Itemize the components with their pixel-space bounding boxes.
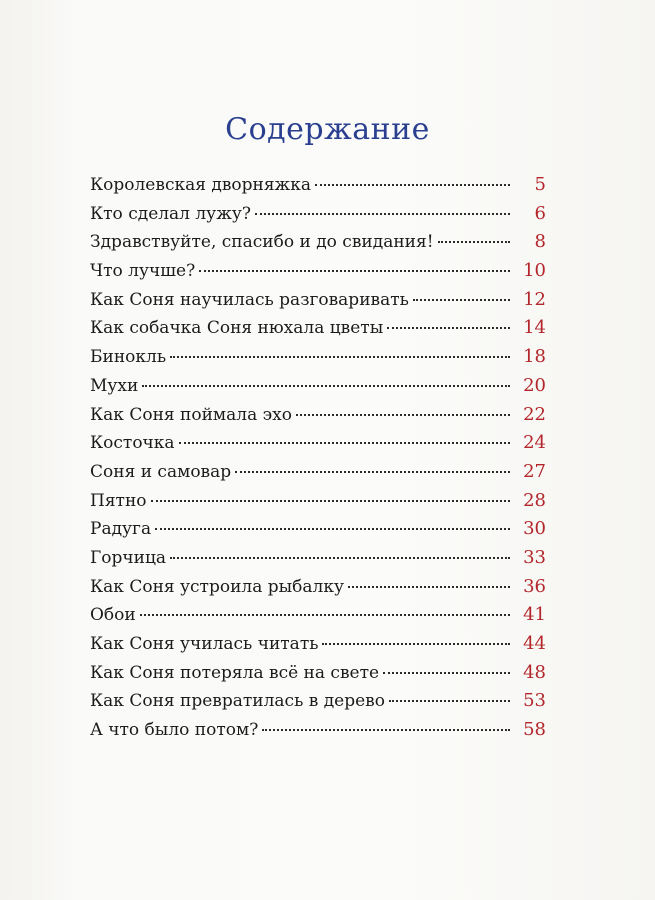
toc-entry-title: Бинокль xyxy=(90,347,167,368)
dot-leader xyxy=(348,586,510,588)
toc-entry-title: Горчица xyxy=(90,547,167,568)
toc-entry-page: 36 xyxy=(523,575,546,597)
toc-entry[interactable] xyxy=(90,231,546,260)
toc-entry-page: 6 xyxy=(534,202,546,224)
toc-entry-title: Как Соня училась читать xyxy=(90,634,319,654)
toc-entry-page: 8 xyxy=(534,231,546,253)
dot-leader xyxy=(170,356,510,358)
toc-entry-title: Что лучше? xyxy=(90,261,196,282)
toc-entry-page: 33 xyxy=(523,546,546,568)
toc-entry-title: Как собачка Соня нюхала цветы xyxy=(90,318,384,339)
toc-entry-page: 18 xyxy=(523,346,546,368)
dot-leader xyxy=(151,500,510,502)
toc-entry[interactable] xyxy=(90,604,546,633)
dot-leader xyxy=(142,385,510,387)
toc-entry[interactable] xyxy=(90,346,546,375)
toc-entry[interactable] xyxy=(90,518,546,547)
toc-entry[interactable] xyxy=(90,203,546,232)
dot-leader xyxy=(322,643,510,645)
toc-entry-title: Как Соня потеряла всё на свете xyxy=(90,662,380,683)
toc-entry[interactable] xyxy=(90,461,546,490)
toc-entry-title: Соня и самовар xyxy=(90,461,232,482)
toc-entry-page: 53 xyxy=(523,690,546,712)
toc-entry-title: Как Соня поймала эхо xyxy=(90,404,292,425)
toc-entry-title: Обои xyxy=(90,605,136,626)
toc-entry-page: 30 xyxy=(523,518,546,540)
toc-entry-title: Кто сделал лужу? xyxy=(90,203,251,224)
toc-entry-page: 48 xyxy=(523,661,546,683)
toc-entry-title: Как Соня устроила рыбалку xyxy=(90,576,344,597)
dot-leader xyxy=(155,528,510,530)
toc-entry-page: 41 xyxy=(523,604,546,626)
dot-leader xyxy=(170,557,510,559)
table-of-contents xyxy=(90,174,546,748)
toc-entry[interactable] xyxy=(90,404,546,433)
toc-entry-title: Косточка xyxy=(90,433,175,454)
dot-leader xyxy=(262,729,510,731)
toc-entry[interactable] xyxy=(90,375,546,404)
toc-entry-title: Пятно xyxy=(90,490,147,511)
toc-entry[interactable] xyxy=(90,317,546,346)
dot-leader xyxy=(387,327,510,329)
toc-entry-title: Как Соня превратилась в дерево xyxy=(90,691,385,712)
dot-leader xyxy=(315,184,510,186)
toc-entry[interactable] xyxy=(90,719,546,748)
toc-entry[interactable] xyxy=(90,576,546,605)
dot-leader xyxy=(179,442,510,444)
dot-leader xyxy=(296,414,510,416)
toc-entry-title: Королевская дворняжка xyxy=(90,175,311,195)
dot-leader xyxy=(199,270,510,272)
dot-leader xyxy=(255,213,510,215)
toc-entry-page: 22 xyxy=(523,403,546,425)
toc-entry[interactable] xyxy=(90,547,546,576)
toc-entry[interactable] xyxy=(90,690,546,719)
toc-entry-title: Как Соня научилась разговаривать xyxy=(90,289,409,310)
toc-entry[interactable] xyxy=(90,662,546,691)
toc-entry-page: 12 xyxy=(523,288,546,310)
dot-leader xyxy=(438,241,510,243)
toc-entry[interactable] xyxy=(90,174,546,203)
toc-entry-title: Мухи xyxy=(90,375,139,396)
dot-leader xyxy=(235,471,510,473)
dot-leader xyxy=(383,672,510,674)
toc-entry[interactable] xyxy=(90,260,546,289)
toc-entry-page: 5 xyxy=(534,174,546,195)
toc-entry-page: 28 xyxy=(523,489,546,511)
toc-entry[interactable] xyxy=(90,432,546,461)
page-title: Содержание xyxy=(225,112,430,147)
toc-entry-page: 10 xyxy=(523,260,546,282)
toc-entry-page: 24 xyxy=(523,432,546,454)
toc-entry-page: 27 xyxy=(523,460,546,482)
toc-entry[interactable] xyxy=(90,289,546,318)
toc-entry-title: А что было потом? xyxy=(90,720,259,741)
dot-leader xyxy=(389,700,510,702)
toc-entry[interactable] xyxy=(90,633,546,662)
dot-leader xyxy=(140,614,510,616)
toc-entry-title: Радуга xyxy=(90,519,152,540)
toc-entry-title: Здравствуйте, спасибо и до свидания! xyxy=(90,232,434,253)
toc-entry-page: 14 xyxy=(523,317,546,339)
toc-entry-page: 58 xyxy=(523,719,546,741)
toc-entry-page: 44 xyxy=(523,633,546,654)
toc-entry[interactable] xyxy=(90,490,546,519)
dot-leader xyxy=(413,299,510,301)
toc-entry-page: 20 xyxy=(523,374,546,396)
